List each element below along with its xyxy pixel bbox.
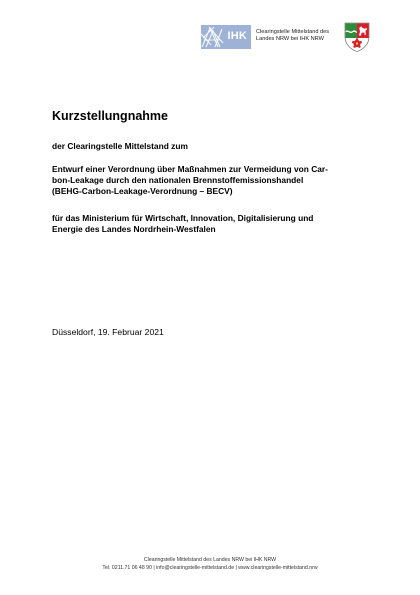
- ihk-logo: [201, 25, 251, 49]
- ministry-block: [52, 213, 382, 235]
- org-name-line-1: Clearingstelle Mittelstand des: [256, 29, 330, 35]
- document-title: Kurzstellungnahme: [52, 109, 168, 123]
- subject-line-2: bon-Leakage durch den nationalen Brennstoffemissionshandel: [52, 175, 304, 185]
- subject-line-1: Entwurf einer Verordnung über Maßnahmen zur Vermeidung von Car-: [52, 164, 328, 174]
- nrw-coat-of-arms-icon: [344, 22, 370, 52]
- document-subtitle: der Clearingstelle Mittelstand zum: [52, 141, 188, 151]
- org-name: [256, 29, 342, 43]
- footer-org-line: Clearingstelle Mittelstand des Landes NRW bei IHK NRW: [143, 557, 277, 563]
- ministry-line-2: Energie des Landes Nordrhein-Westfalen: [52, 224, 216, 234]
- ministry-line-1: für das Ministerium für Wirtschaft, Innovation, Digitalisierung und: [52, 213, 314, 223]
- ihk-logo-text: IHK: [227, 30, 247, 42]
- page-footer: [0, 557, 420, 572]
- subject-block: [52, 164, 382, 197]
- org-name-line-2: Landes NRW bei IHK NRW: [256, 36, 324, 42]
- subject-line-3: (BEHG-Carbon-Leakage-Verordnung – BECV): [52, 186, 233, 196]
- date-place-line: Düsseldorf, 19. Februar 2021: [52, 327, 164, 337]
- footer-contact-line: Tel. 0211.71 06 48 90 | info@clearingstelle-mittelstand.de | www.clearingstelle-mittelstand.nrw: [102, 564, 318, 571]
